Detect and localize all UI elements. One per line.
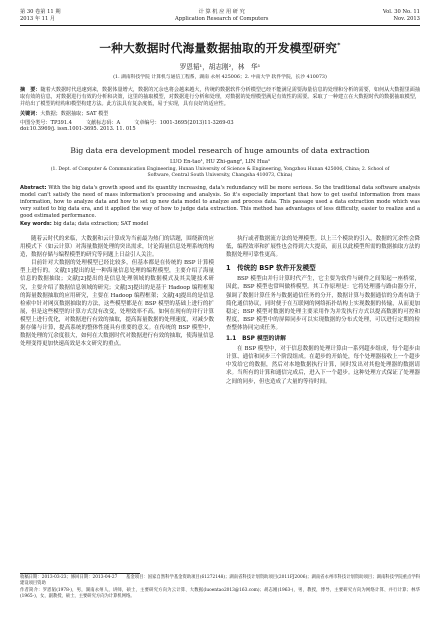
article-number: 文章编号：1001-3695(2013)11-3269-03 <box>134 119 234 126</box>
left-column <box>20 235 214 386</box>
section-heading-1: 1 传统的 BSP 软件开发模型 <box>226 264 316 273</box>
right-paragraph-3: 在 BSP 模型中，对于信息数据的处理计算由一系列超步组成，每个超步由计算、通信和同步三个阶段组成。在超步的开始处，每个处理器接收上一个超步中发给它的数据，然后对本地数据执行计算，同时发出对其他处理器的数据请求。当所有的计算和通信完成后，进入下一个超步。这种处理方式保证了处理器之间的同步，但也造成了大量的等待时间。 <box>226 346 420 385</box>
intro-paragraph-1: 随着云时代的来临，大数据和云计算成为当前最为热门的话题，围绕新的应用模式下（如云计算）对海量数据处理的突出需求，讨论海量信息处理系统的构造，数据存储与编程模型的研究等问题上日益引人关注。 <box>20 236 214 259</box>
classification-info <box>20 119 420 126</box>
affiliation: (1. 湖南科技学院 计算机与通信工程系，湖南 永州 425006；2. 中南大学 软件学院，长沙 410073) <box>113 75 327 80</box>
abstract-en: Abstract: With the big data's growth speed and its quantity increasing, data's redundancy will be more serious. So the traditional data software analysis model can't satisfy the need of mass information's processing and analysis. So it's especially important that how to get useful information from mass information, how to analyze data and how to set up new data model to analyze and process data. This passage used a data extraction mode which was very suited to big data era, and it applied the way of how to judge data extraction. This method has advantages of less difficulty, easier to realize and a good estimated performance. <box>20 185 421 220</box>
footnote-area <box>20 573 420 600</box>
header-rule <box>20 25 420 26</box>
keywords-en: Key words: big data; data extraction; SAT model <box>20 221 149 228</box>
abstract-label: 摘 要： <box>20 87 41 93</box>
author-list: 罗恩韬¹，胡志刚²，林 华¹ <box>179 63 261 71</box>
doi: doi:10.3969/j. issn.1001-3695. 2013. 11. 015 <box>20 125 136 132</box>
header-left: 第 30 卷第 11 期 2013 年 11 月 <box>20 9 61 22</box>
running-header <box>20 0 420 23</box>
abstract-en-label: Abstract: <box>20 185 47 192</box>
keywords-label: 关键词： <box>20 110 41 117</box>
english-title: Big data era development model research of huge amounts of data extraction <box>70 145 370 155</box>
footnote-rule <box>20 573 140 574</box>
intro-paragraph-2: 目前针对大数据的处理模型已经比较多，但基本都是在传统的 BSP 计算模型上进行的。文献[1]提出的是一种海量信息处理的编程模型，主要介绍了海量信息的数据抽取；文献[2]提出的是信息处理领域的数据模式及其关键技术研究，主要介绍了数据信息领域的研究；文献[3]提出的是基于 Hadoop 编程框架的海量数据抽取的应用研究，主要在 Hadoop 编程框架；文献[4]提出的是信息检索中针对网页数据抽取的方法，这些模型都是在 BSP 模型的基础上进行的扩展，但是这些模型的计算方式没有改变，处理效率不高。如何在现有的并行计算模型上进行优化，对数据进行有效的抽取，提高海量数据的处理速度，对减少数据存储与计算，提高系统的整体性能具有重要的意义。在传统的 BSP 模型中，数据处理的冗余度很大，如何在大数据时代对数据进行有效的抽取，使海量信息处理变得更加快速高效是本文研究的重点。 <box>20 260 214 348</box>
body-columns <box>20 235 420 386</box>
title-footnote-mark: * <box>337 42 341 50</box>
received-date-funding: 收稿日期：2013-03-23；修回日期：2013-04-27 基金项目：国家自然科学基金资助项目(61272148)；湖南省科技计划资助项目(2011FJ2006)；湖南省永州市科技计划资助项目；湖南科技学院重点学科建设项目资助 <box>20 575 420 586</box>
english-authors: LUO En-tao¹, HU Zhi-gang², LIN Hua¹ <box>169 158 271 165</box>
right-paragraph-2: BSP 模型由并行计算时代产生，它主要为软件与硬件之间架起一座桥梁，因此，BSP 模型也常叫做桥模型。其工作原理是：它将处理器与路由器分开，强调了数据计算任务与数据通信任务的分开，数据计算与数据通信的分离有助于简化通信协议，同时便于在互联网的网络拓扑结构上实现数据的传输，从而更加稳定；BSP 模型对数据的处理主要采用作为并发执行方式以提高数据的可控和程度，BSP 模型中的屏障同步可以实现数据的分布式处理，可以进行定期的检查整体协同完成任务。 <box>226 276 420 331</box>
paper-title: 一种大数据时代海量数据抽取的开发模型研究* <box>99 41 341 55</box>
author-bio: 作者简介：罗恩韬(1978-)，男，湖南永州人，讲师，硕士，主要研究方向为云计算、大数据(luoentao2013@163.com)；胡志刚(1963-)，男，教授，博导，主要研究方向为网络计算、并行计算；林华(1965-)，女，副教授，硕士，主要研究方向为计算机网络。 <box>20 588 420 599</box>
header-right: Vol. 30 No. 11 Nov. 2013 <box>382 9 420 22</box>
keywords-en-label: Key words: <box>20 221 52 228</box>
right-column <box>226 235 420 386</box>
document-code: 文献标志码：A <box>85 119 121 126</box>
right-paragraph-1: 执行或者数据流方法的处理模型。以上三个模块的引入，数据的冗余性会降低，编程效率和扩展性也会得到大大提高，而且以此模型所需的数据抽取方法的数据处理可靠性更高。 <box>226 236 420 259</box>
english-affiliation: (1. Dept. of Computer & Communication Engineering, Hunan University of Science & Engineering, Yongzhou Hunan 425006, China; 2. School of Software, Central South University, Changsha 410073, China) <box>50 166 390 178</box>
keywords-zh: 关键词：大数据；数据抽取；SAT 模型 <box>20 110 109 117</box>
clc-number: 中图分类号：TP391.4 <box>20 119 72 126</box>
subsection-heading-1-1: 1.1 BSP 模型的讲解 <box>226 336 286 343</box>
abstract-zh: 摘 要：随着大数据时代迅速到来，数据体量增大，数据的冗余也将会越来越大，传统的数据软件分析模型已经不能满足需要海量信息的处理和分析的需要，如何从大数据里面抽取有效的信息，对数据进行有效的分析和决策，这里的抽取模型，对数据进行分析和处理，对数据的处理模型满足有效性的需要。采取了一种建立在大数据时代的数据抽取模型，并给出了模型的结构和模型构建方法。此方法具有复杂度低，易于实现，具有良好的适应性。 <box>20 87 420 108</box>
header-center: 计 算 机 应 用 研 究 Application Research of Computers <box>175 9 269 22</box>
